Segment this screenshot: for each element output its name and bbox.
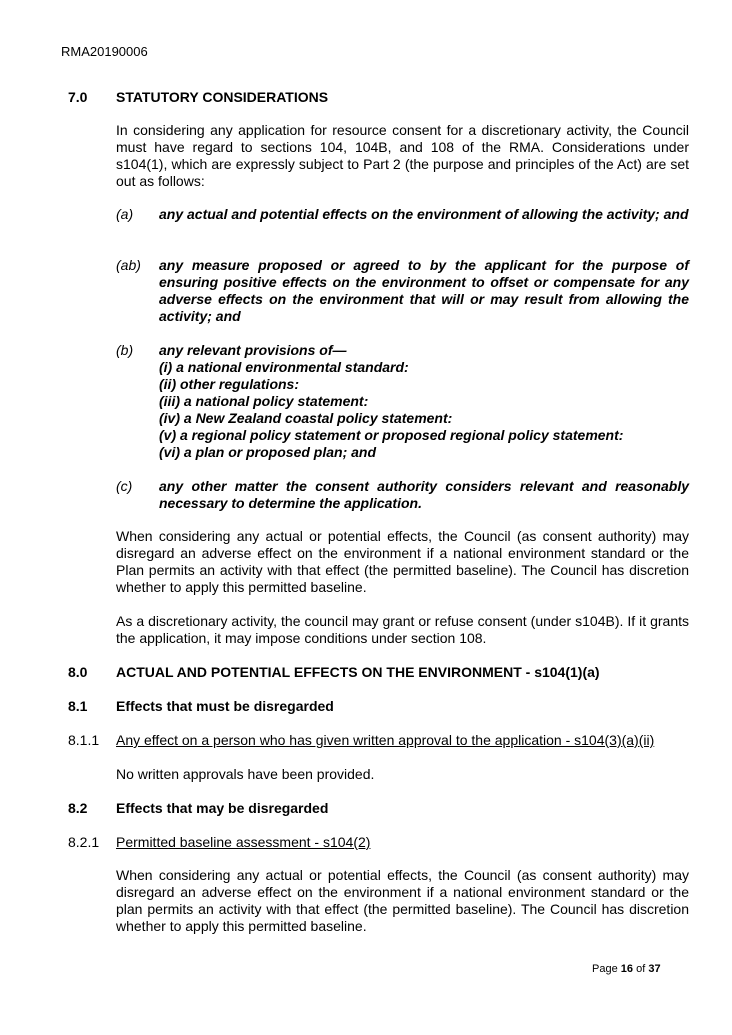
subsection-number-8-1: 8.1 bbox=[68, 698, 88, 714]
page-total: 37 bbox=[648, 963, 661, 975]
of-word: of bbox=[636, 963, 646, 975]
subsection-number-8-1-1: 8.1.1 bbox=[68, 732, 100, 748]
paragraph-discretionary-activity: As a discretionary activity, the council may grant or refuse consent (under s104B). If it grants the application, it may impose conditions under section 108. bbox=[116, 613, 689, 646]
permitted-baseline-assessment-text: When considering any actual or potential effects, the Council (as consent authority) may disregard an adverse effect on the environment if a national environment standard or the plan permits an activity with that effect (the permitted baseline). The Council has discretion whether to apply this permitted baseline. bbox=[116, 867, 689, 934]
section-7-intro: In considering any application for resource consent for a discretionary activity, the Council must have regard to sections 104, 104B, and 108 of the RMA. Considerations under s104(1), which are expressly subject to Part 2 (the purpose and principles of the Act) are set out as follows: bbox=[116, 122, 689, 189]
subsection-title-8-1: Effects that must be disregarded bbox=[116, 698, 334, 714]
subsection-number-8-2: 8.2 bbox=[68, 800, 88, 816]
subitem-iv: (iv) a New Zealand coastal policy statement: bbox=[159, 410, 453, 426]
page-word: Page bbox=[592, 963, 618, 975]
item-text-b: any relevant provisions of— bbox=[159, 342, 347, 358]
item-label-c: (c) bbox=[116, 478, 133, 494]
page-footer bbox=[592, 963, 661, 975]
section-number-8: 8.0 bbox=[68, 664, 88, 680]
paragraph-permitted-baseline: When considering any actual or potential effects, the Council (as consent authority) may disregard an adverse effect on the environment if a national environment standard or the Plan permits an activity with that effect (the permitted baseline). The Council has discretion whether to apply this permitted baseline. bbox=[116, 528, 689, 595]
subitem-vi: (vi) a plan or proposed plan; and bbox=[159, 444, 377, 460]
subsection-number-8-2-1: 8.2.1 bbox=[68, 834, 100, 850]
item-text-ab: any measure proposed or agreed to by the applicant for the purpose of ensuring positive effects on the environment to offset or compensate for any adverse effects on the environment that will or may result from allowing the activity; and bbox=[159, 257, 689, 324]
subitem-ii: (ii) other regulations: bbox=[159, 376, 299, 392]
item-label-a: (a) bbox=[116, 206, 134, 222]
item-list-b bbox=[159, 342, 689, 461]
section-title-8: ACTUAL AND POTENTIAL EFFECTS ON THE ENVIRONMENT - s104(1)(a) bbox=[116, 664, 600, 680]
section-number-7: 7.0 bbox=[68, 89, 88, 105]
section-title-7: STATUTORY CONSIDERATIONS bbox=[116, 89, 329, 105]
subitem-v: (v) a regional policy statement or proposed regional policy statement: bbox=[159, 427, 624, 443]
item-label-ab: (ab) bbox=[116, 257, 141, 273]
page-current: 16 bbox=[620, 963, 634, 975]
document-reference: RMA20190006 bbox=[61, 44, 148, 59]
subsection-title-8-2-1: Permitted baseline assessment - s104(2) bbox=[116, 834, 371, 850]
item-text-a: any actual and potential effects on the environment of allowing the activity; and bbox=[159, 206, 689, 222]
written-approvals-text: No written approvals have been provided. bbox=[116, 766, 375, 782]
item-label-b: (b) bbox=[116, 342, 134, 358]
subsection-title-8-2: Effects that may be disregarded bbox=[116, 800, 329, 816]
subitem-i: (i) a national environmental standard: bbox=[159, 359, 409, 375]
subsection-title-8-1-1: Any effect on a person who has given written approval to the application - s104(3)(a)(ii) bbox=[116, 732, 655, 748]
subitem-iii: (iii) a national policy statement: bbox=[159, 393, 369, 409]
item-text-c: any other matter the consent authority considers relevant and reasonably necessary to determine the application. bbox=[159, 478, 689, 511]
